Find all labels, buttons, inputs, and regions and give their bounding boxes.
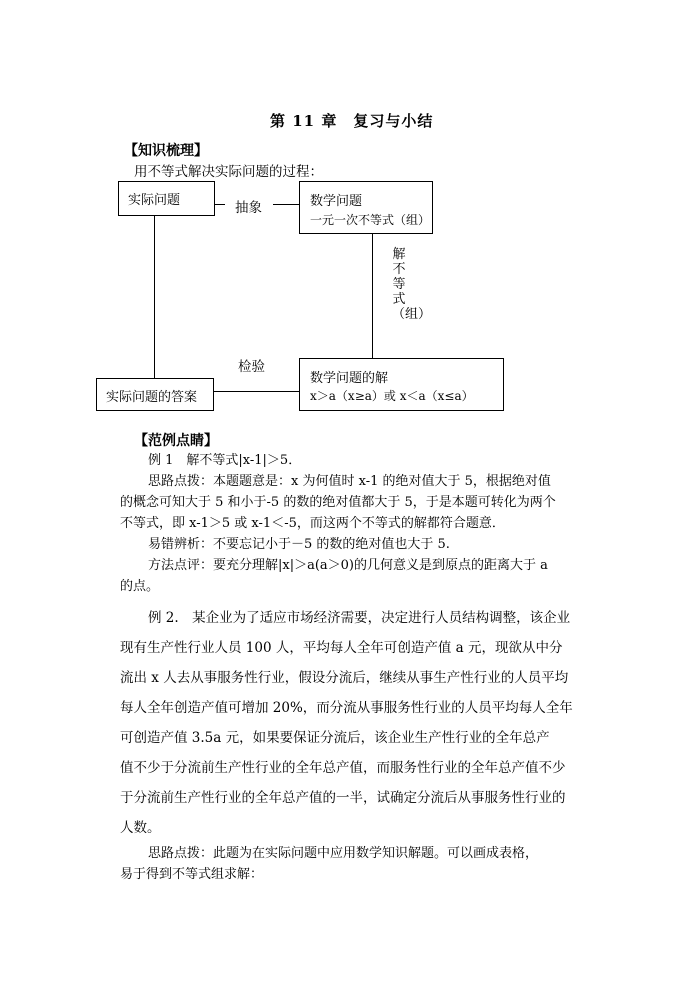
example1-hint-line: 思路点拨：本题题意是：x 为何值时 x-1 的绝对值大于 5，根据绝对值 — [148, 474, 551, 489]
example2-line: 可创造产值 3.5a 元，如果要保证分流后，该企业生产性行业的全年总产 — [120, 730, 550, 746]
example2-hint-line: 思路点拨：此题为在实际问题中应用数学知识解题。可以画成表格， — [148, 846, 539, 861]
box-math-problem-title: 数学问题 — [310, 194, 363, 209]
example2-line: 于分流前生产性行业的全年总产值的一半，试确定分流后从事服务性行业的 — [120, 790, 566, 806]
box-answer-label: 实际问题的答案 — [106, 390, 198, 405]
example2-line: 例 2. 某企业为了适应市场经济需要，决定进行人员结构调整，该企业 — [148, 610, 571, 626]
example2-line: 每人全年创造产值可增加 20%，而分流从事服务性行业的人员平均每人全年 — [120, 700, 573, 716]
example2-hint-line: 易于得到不等式组求解： — [120, 867, 264, 882]
example2-line: 流出 x 人去从事服务性行业，假设分流后，继续从事生产性行业的人员平均 — [120, 670, 569, 686]
examples-heading: 【范例点睛】 — [134, 433, 218, 449]
example2-line: 现有生产性行业人员 100 人，平均每人全年可创造产值 a 元，现欲从中分 — [120, 640, 563, 656]
label-check: 检验 — [238, 359, 265, 375]
label-solve-inequality: 解不等式（组） — [392, 247, 432, 322]
example1-hint-line: 的概念可知大于 5 和小于-5 的数的绝对值都大于 5，于是本题可转化为两个 — [120, 495, 556, 510]
knowledge-intro: 用不等式解决实际问题的过程： — [134, 164, 323, 180]
example1-method-line: 的点。 — [120, 579, 160, 594]
connector-line — [273, 204, 299, 205]
example2-line: 人数。 — [120, 820, 161, 836]
box-answer — [96, 378, 214, 411]
connector-line — [212, 391, 299, 392]
example1-title: 例 1 解不等式|x-1|＞5． — [148, 453, 302, 468]
chapter-title: 第 11 章 复习与小结 — [270, 112, 434, 130]
example2-line: 值不少于分流前生产性行业的全年总产值，而服务性行业的全年总产值不少 — [120, 760, 566, 776]
box-real-problem — [118, 181, 215, 216]
box-solution-title: 数学问题的解 — [310, 371, 389, 386]
example1-mistake: 易错辨析：不要忘记小于－5 的数的绝对值也大于 5. — [148, 537, 450, 552]
example1-method-line: 方法点评：要充分理解|x|＞a(a＞0)的几何意义是到原点的距离大于 a — [148, 558, 548, 573]
box-solution — [299, 358, 504, 411]
connector-line — [372, 233, 373, 358]
box-math-problem-sub: 一元一次不等式（组） — [310, 213, 431, 227]
example1-hint-line: 不等式，即 x-1＞5 或 x-1＜-5，而这两个不等式的解都符合题意． — [120, 516, 505, 531]
connector-line — [154, 215, 155, 378]
knowledge-heading: 【知识梳理】 — [124, 143, 208, 159]
label-abstract: 抽象 — [235, 200, 262, 216]
box-math-problem — [299, 181, 433, 234]
box-solution-sub: x＞a（x≥a）或 x＜a（x≤a） — [310, 389, 474, 403]
box-real-problem-label: 实际问题 — [128, 193, 181, 208]
